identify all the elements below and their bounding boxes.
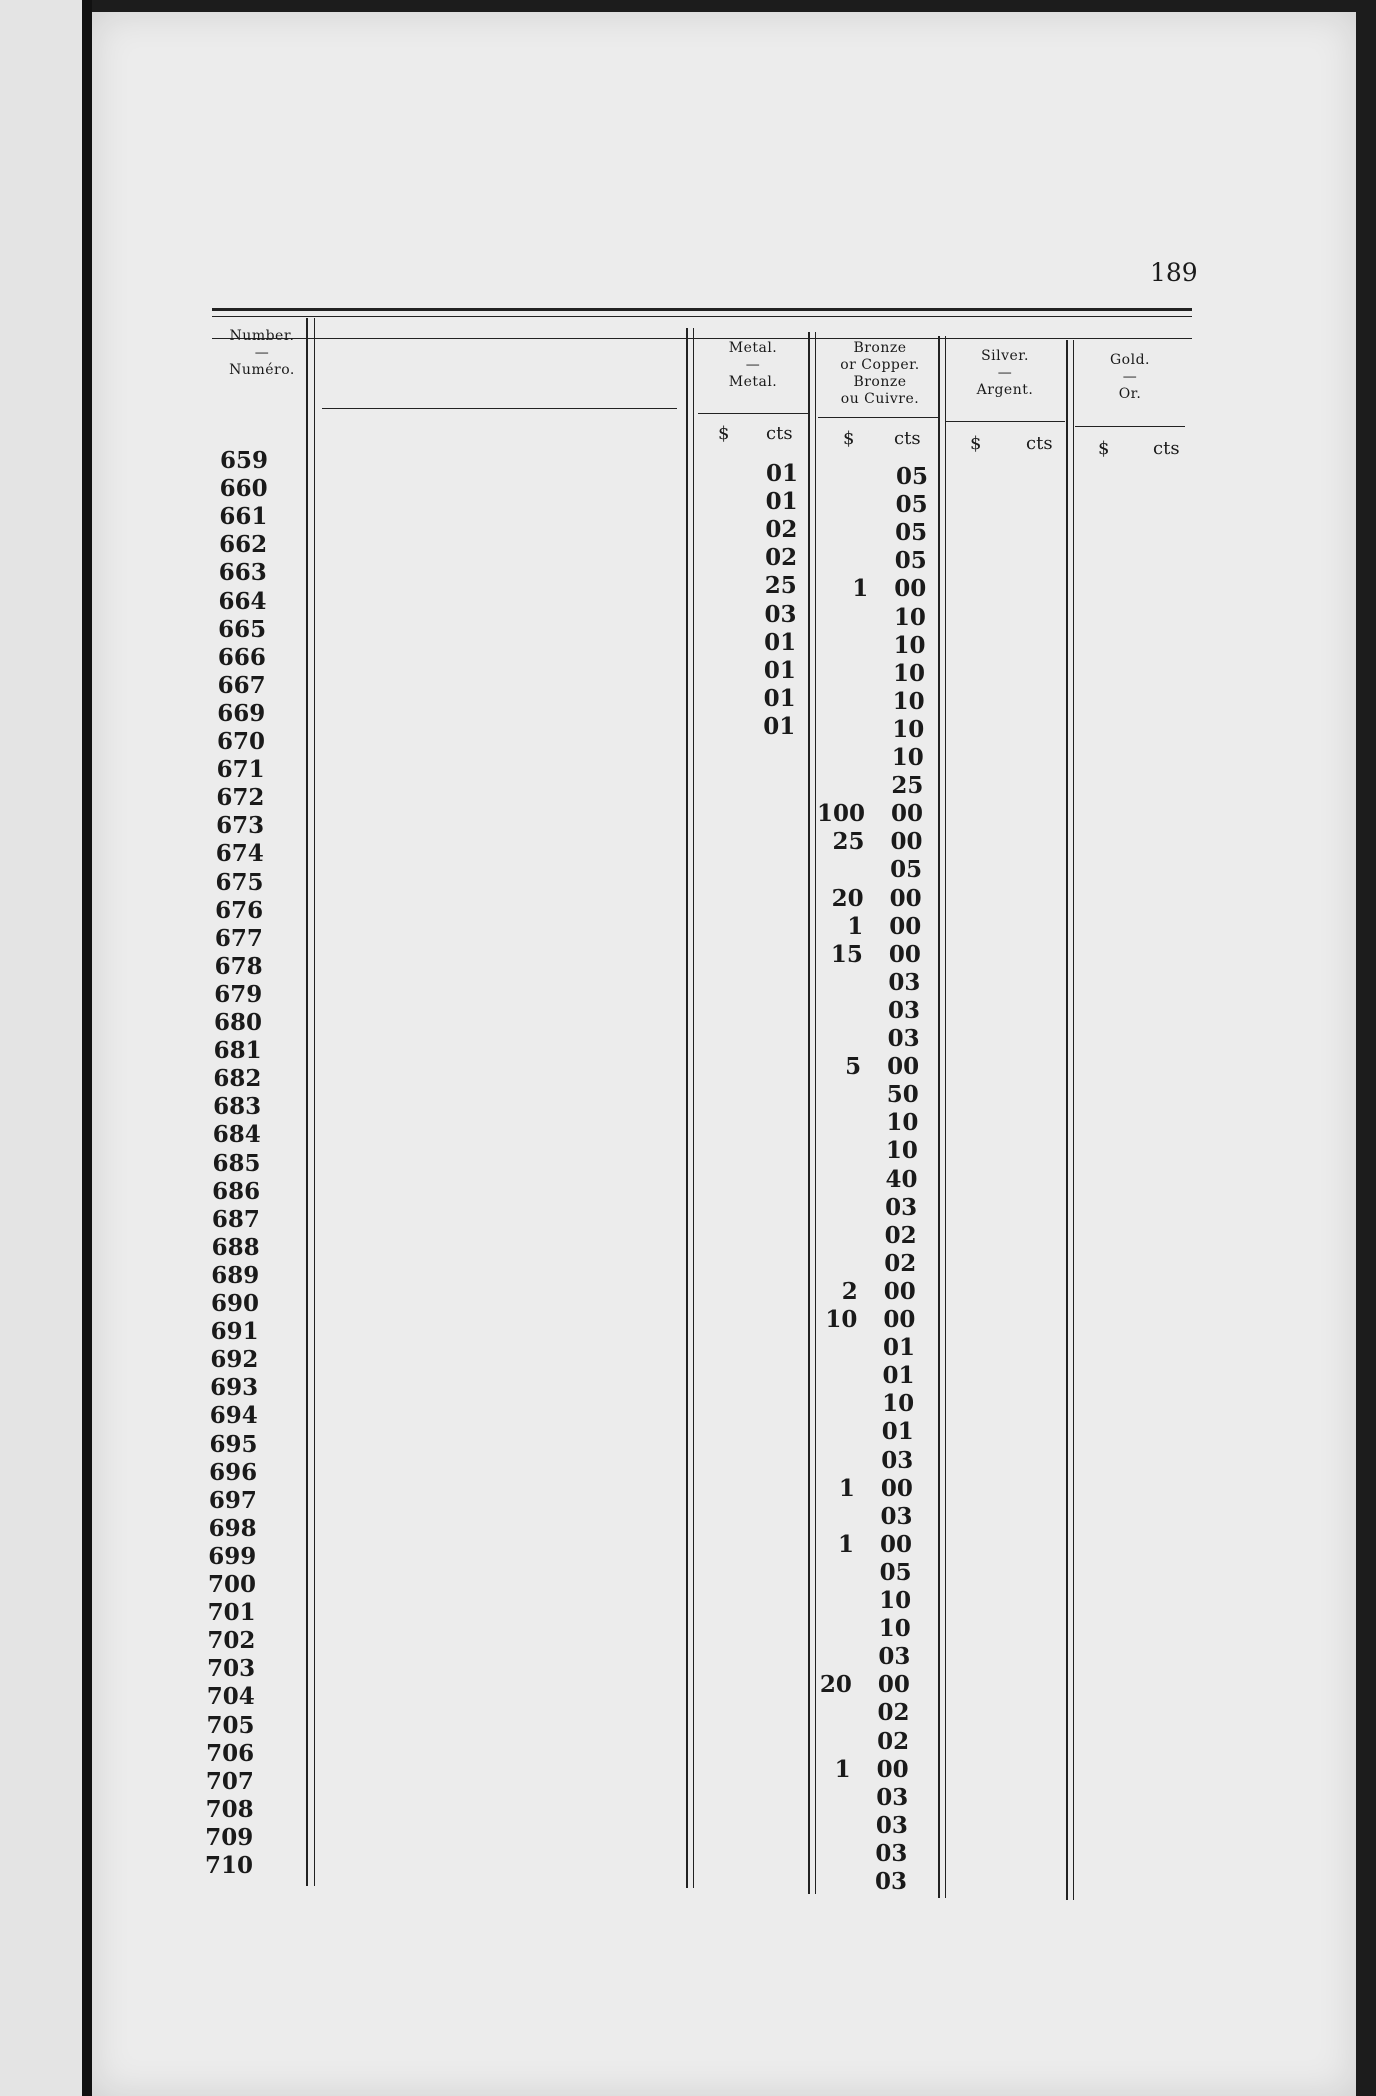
bronze-cents: 00 [888,940,921,968]
metal-cents: 01 [765,488,798,516]
bronze-cents: 10 [878,1615,911,1643]
bronze-cents: 02 [877,1699,910,1727]
row-number: 672 [216,784,265,812]
col-rule-number-a [306,318,308,1886]
bronze-cents: 10 [892,687,925,715]
header-underline-metal [698,413,808,414]
row-number: 686 [212,1177,261,1205]
bronze-cents: 03 [880,1502,913,1530]
metal-cents: 03 [764,600,797,628]
bronze-cents: 03 [887,1025,920,1052]
bronze-dollars: 10 [825,1306,858,1333]
header-bronze: Bronze or Copper. Bronze ou Cuivre. [840,340,920,407]
header-gold: Gold. — Or. [1109,352,1150,402]
col-rule-silver-a [938,336,940,1898]
row-number: 682 [213,1065,262,1093]
bronze-dollars: 2 [841,1277,858,1305]
row-number: 663 [218,559,267,587]
row-number: 704 [206,1683,255,1711]
bronze-cents: 00 [883,1277,916,1305]
bronze-cents: 05 [895,463,928,490]
bronze-cents: 00 [889,884,922,912]
left-page-edge [0,0,92,2096]
col-rule-metal-b [693,328,694,1888]
bronze-cents: 00 [880,1474,913,1502]
bronze-cents: 00 [889,912,922,940]
row-number: 695 [209,1430,258,1458]
bronze-cents: 05 [894,547,927,575]
row-number: 673 [216,812,265,840]
row-number: 698 [208,1514,257,1542]
bronze-cents: 03 [878,1643,911,1671]
metal-cents: 02 [765,516,798,544]
row-number: 670 [216,728,265,755]
bronze-cents: 00 [894,575,927,603]
bronze-cents: 00 [877,1671,910,1699]
silver-dollar: $ [970,433,982,454]
row-number: 710 [204,1852,253,1879]
bronze-cents: 05 [879,1558,912,1586]
row-number: 699 [208,1542,257,1570]
bronze-cents: 03 [885,1193,918,1221]
top-rule-thin [212,316,1192,317]
bronze-cents: 50 [886,1081,919,1109]
bronze-cents: 10 [885,1137,918,1165]
row-number: 703 [207,1655,256,1683]
bronze-cents: 00 [880,1530,913,1558]
metal-dollar: $ [718,423,730,444]
row-number: 678 [214,952,263,980]
row-number: 683 [213,1093,262,1121]
col-rule-bronze-b [815,332,816,1894]
bronze-dollars: 25 [832,828,865,856]
row-number: 661 [219,503,268,531]
bronze-cents: 00 [890,800,923,828]
bronze-cents: 10 [891,744,924,771]
col-rule-gold-b [1073,340,1074,1900]
row-number: 705 [206,1711,255,1739]
bronze-cents: 10 [882,1390,915,1418]
bronze-cents: 10 [879,1587,912,1614]
header-number: Number. — Numéro. [229,328,295,378]
row-number: 662 [219,531,268,559]
col-rule-number-b [314,318,315,1886]
bronze-cents: 05 [895,491,928,519]
row-number: 667 [217,671,266,699]
bronze-cents: 05 [890,856,923,884]
bronze-cents: 00 [890,828,923,856]
bronze-dollars: 1 [852,575,869,603]
row-number: 680 [213,1009,262,1036]
row-number: 669 [217,699,266,727]
row-number: 694 [209,1402,258,1430]
bronze-cents: 10 [893,631,926,659]
row-number: 692 [210,1346,259,1374]
header-underline-gold [1075,426,1185,427]
bronze-cents: 02 [884,1221,917,1249]
bronze-cents: 03 [888,996,921,1024]
binding-gutter [82,0,92,2096]
bronze-dollars: 1 [847,912,864,940]
row-number: 700 [207,1571,256,1598]
bronze-cents: 02 [877,1727,910,1755]
row-number: 674 [215,840,264,868]
bronze-cents: 03 [875,1839,908,1867]
row-number: 693 [210,1374,259,1402]
bronze-cents: 10 [892,715,925,743]
row-number: 664 [218,587,267,615]
row-number: 665 [218,615,267,643]
bronze-cents: 03 [876,1783,909,1811]
bronze-cents: 25 [891,772,924,800]
bronze-dollars: 20 [831,884,864,912]
metal-cents: 01 [764,628,797,656]
bronze-cents: 03 [875,1811,908,1839]
bronze-dollars: 1 [838,1474,855,1502]
row-number: 706 [206,1739,255,1767]
document-page [92,12,1356,2096]
bronze-dollars: 100 [816,800,865,828]
bronze-cents: 10 [893,603,926,631]
row-number: 679 [214,980,263,1008]
bronze-cents: 01 [881,1418,914,1446]
row-number: 702 [207,1627,256,1655]
row-number: 690 [210,1290,259,1317]
header-silver: Silver. — Argent. [976,348,1034,398]
bronze-cents: 10 [893,659,926,687]
row-number: 659 [219,447,268,474]
bronze-cents: 05 [895,519,928,547]
bronze-dollar: $ [843,428,855,449]
row-number: 684 [212,1121,261,1149]
bronze-cents: 03 [874,1868,907,1895]
metal-cents: 02 [765,544,798,572]
metal-cts: cts [766,423,793,444]
header-underline-bronze [818,417,938,418]
bronze-dollars: 5 [845,1053,862,1081]
col-rule-silver-b [945,336,946,1898]
header-underline-silver [945,421,1065,422]
bronze-cents: 00 [887,1053,920,1081]
silver-cts: cts [1026,433,1053,454]
bronze-cts: cts [894,428,921,449]
bronze-dollars: 15 [830,940,863,968]
top-rule-thin-2 [212,338,1192,339]
metal-cents: 25 [764,572,797,600]
bronze-dollars: 1 [838,1530,855,1558]
bronze-dollars: 1 [834,1755,851,1783]
metal-cents: 01 [763,684,796,712]
bronze-cents: 01 [882,1362,915,1390]
metal-cents: 01 [763,712,796,740]
row-number: 675 [215,868,264,896]
row-number: 677 [214,924,263,952]
row-number: 666 [217,643,266,671]
row-number: 697 [208,1486,257,1514]
row-number: 707 [205,1767,254,1795]
gold-dollar: $ [1098,438,1110,459]
row-number: 688 [211,1233,260,1261]
bronze-cents: 10 [886,1109,919,1137]
page-number: 189 [1150,258,1198,287]
header-metal: Metal. — Metal. [728,340,778,390]
gold-cts: cts [1153,438,1180,459]
col-rule-bronze-a [808,332,810,1894]
header-underline-desc [322,408,677,409]
row-number: 676 [215,896,264,924]
row-number: 687 [211,1205,260,1233]
bronze-cents: 02 [884,1249,917,1277]
row-number: 660 [219,475,268,503]
top-rule [212,308,1192,311]
row-number: 671 [216,756,265,784]
col-rule-gold-a [1066,340,1068,1900]
bronze-cents: 40 [885,1165,918,1193]
bronze-cents: 01 [882,1334,915,1362]
row-number: 709 [205,1823,254,1851]
row-number: 708 [205,1795,254,1823]
row-number: 681 [213,1037,262,1065]
metal-cents: 01 [765,460,798,487]
bronze-cents: 03 [881,1446,914,1474]
bronze-dollars: 20 [819,1671,852,1699]
col-rule-metal-a [686,328,688,1888]
row-number: 691 [210,1318,259,1346]
row-number: 689 [211,1261,260,1289]
bronze-cents: 03 [888,968,921,996]
bronze-cents: 00 [883,1306,916,1333]
row-number: 701 [207,1599,256,1627]
row-number: 696 [209,1458,258,1486]
bronze-cents: 00 [876,1755,909,1783]
metal-cents: 01 [763,656,796,684]
row-number: 685 [212,1149,261,1177]
